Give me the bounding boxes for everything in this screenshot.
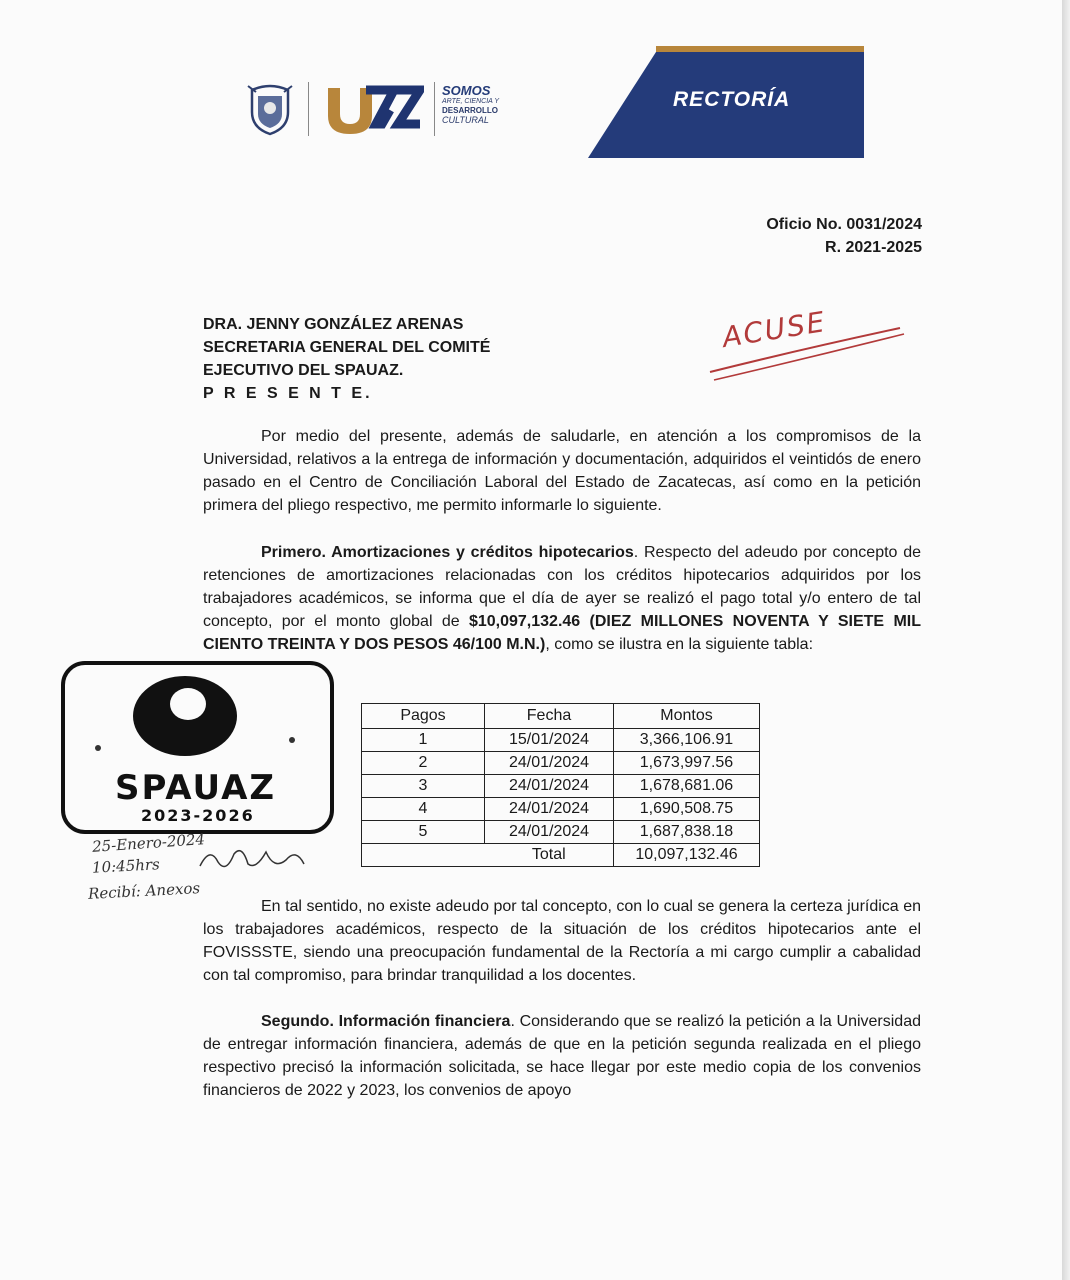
segundo-paragraph xyxy=(203,1010,921,1102)
primero-heading: Primero. Amortizaciones y créditos hipotecarios xyxy=(261,544,634,561)
table-cell: 5 xyxy=(362,821,485,844)
acuse-handwritten-mark: ACUSE xyxy=(720,305,829,354)
table-total-row xyxy=(362,844,760,867)
addressee-block xyxy=(203,313,490,405)
table-cell: 24/01/2024 xyxy=(485,775,614,798)
table-cell: 1 xyxy=(362,729,485,752)
intro-paragraph xyxy=(203,425,921,517)
table-row xyxy=(362,821,760,844)
addressee-title: SECRETARIA GENERAL DEL COMITÉ xyxy=(203,339,491,356)
table-row xyxy=(362,775,760,798)
primero-amount: $10,097,132.46 (DIEZ MILLONES NOVENTA Y SIETE MIL CIENTO TREINTA Y DOS PESOS 46/100 M.N.) xyxy=(203,613,921,653)
table-cell: 24/01/2024 xyxy=(485,821,614,844)
segundo-heading: Segundo. Información financiera xyxy=(261,1013,511,1030)
handwritten-date: 25-Enero-2024 xyxy=(91,830,206,856)
payments-table xyxy=(361,703,760,867)
slogan-line: SOMOS xyxy=(442,83,491,98)
slogan-line: CULTURAL xyxy=(442,115,489,125)
table-cell: 3 xyxy=(362,775,485,798)
addressee-title: EJECUTIVO DEL SPAUAZ. xyxy=(203,362,404,379)
certeza-text: En tal sentido, no existe adeudo por tal concepto, con lo cual se genera la certeza jurídica en los trabajadores académicos, respecto de la situación de los créditos hipotecarios ante el FOVISSSTE, siendo una preocupación fundamental de la Rectoría a mi cargo cumplir a cabalidad con tal compromiso, para brindar tranquilidad a los docentes. xyxy=(203,898,921,984)
primero-text: . Respecto del adeudo por concepto de retenciones de amortizaciones relacionadas con los créditos hipotecarios adquiridos por los trabajadores académicos, se informa que el día de ayer se realizó el pago total y/o entero de tal concepto, por el monto global de xyxy=(203,544,922,630)
rectoria-label: RECTORÍA xyxy=(673,88,791,111)
table-cell: 24/01/2024 xyxy=(485,798,614,821)
header-logos xyxy=(246,78,526,144)
divider xyxy=(434,82,435,136)
slogan-line: ARTE, CIENCIA Y xyxy=(442,98,500,105)
page-edge xyxy=(1062,0,1070,1280)
table-cell: 1,690,508.75 xyxy=(614,798,760,821)
table-cell: 1,687,838.18 xyxy=(614,821,760,844)
brand-slogan xyxy=(442,84,512,125)
total-label: Total xyxy=(485,844,614,867)
primero-paragraph xyxy=(203,541,921,656)
table-cell: 24/01/2024 xyxy=(485,752,614,775)
table-cell: 15/01/2024 xyxy=(485,729,614,752)
column-header: Pagos xyxy=(362,704,485,729)
table-cell xyxy=(362,844,485,867)
state-seal-logo xyxy=(246,82,294,136)
handwritten-time: 10:45hrs xyxy=(91,855,161,877)
total-value: 10,097,132.46 xyxy=(614,844,760,867)
segundo-text: . Considerando que se realizó la petición a la Universidad de entregar información financiera, además de que en la petición segunda realizada en el pliego respectivo precisó la información solicitada, se hace llegar por este medio copia de los convenios financieros de 2022 y 2023, los convenios de apoyo xyxy=(203,1013,921,1099)
rectoral-period: R. 2021-2025 xyxy=(825,239,922,256)
certeza-paragraph xyxy=(203,895,921,987)
handwritten-signature xyxy=(196,840,316,876)
table-cell: 1,673,997.56 xyxy=(614,752,760,775)
stamp-name: SPAUAZ xyxy=(115,768,277,808)
table-cell: 2 xyxy=(362,752,485,775)
intro-text: Por medio del presente, además de saludarle, en atención a los compromisos de la Universidad, relativos a la entrega de información y documentación, adquiridos el veintidós de enero pasado en el Centro de Conciliación Laboral del Estado de Zacatecas, así como en la petición primera del pliego respectivo, me permito informarle lo siguiente. xyxy=(203,428,921,514)
table-row xyxy=(362,798,760,821)
handwritten-received-note: Recibí: Anexos xyxy=(87,879,201,903)
table-header-row xyxy=(362,704,760,729)
stamp-years: 2023-2026 xyxy=(141,806,255,825)
primero-text: , como se ilustra en la siguiente tabla: xyxy=(545,636,814,653)
uaz-logo xyxy=(324,80,424,136)
table-row xyxy=(362,752,760,775)
table-cell: 3,366,106.91 xyxy=(614,729,760,752)
table-cell: 4 xyxy=(362,798,485,821)
table-row xyxy=(362,729,760,752)
slogan-line: DESARROLLO xyxy=(442,106,498,115)
office-reference xyxy=(766,213,922,259)
addressee-name: DRA. JENNY GONZÁLEZ ARENAS xyxy=(203,316,464,333)
divider xyxy=(308,82,309,136)
table-cell: 1,678,681.06 xyxy=(614,775,760,798)
oficio-number: Oficio No. 0031/2024 xyxy=(766,216,922,233)
presente: P R E S E N T E. xyxy=(203,385,373,402)
column-header: Montos xyxy=(614,704,760,729)
column-header: Fecha xyxy=(485,704,614,729)
